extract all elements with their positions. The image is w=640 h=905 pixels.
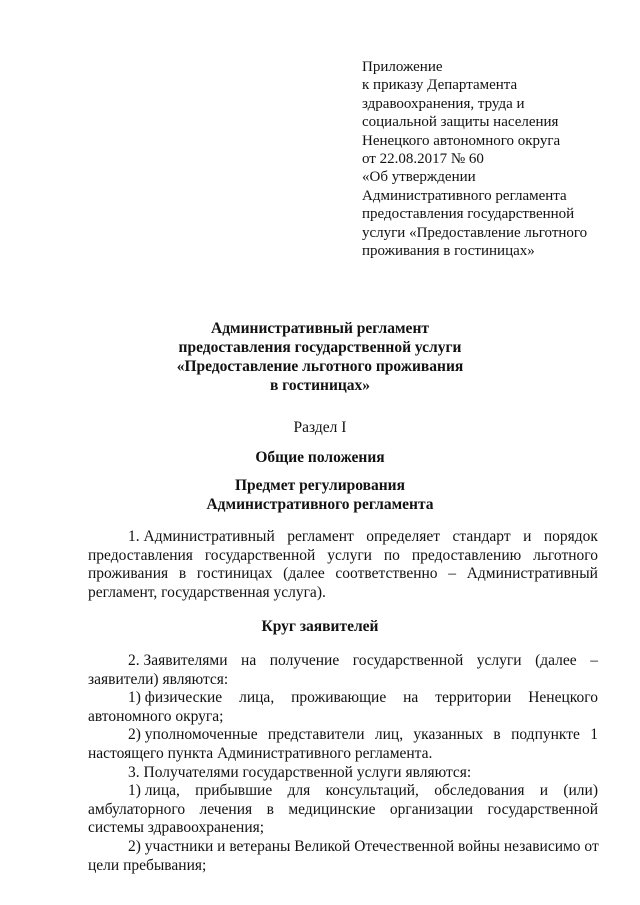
paragraph-2 — [88, 652, 598, 875]
p2-2-line-1: 2) уполномоченные представители лиц, указанных в подпункте 1 — [128, 726, 598, 744]
annex-line: предоставления государственной — [362, 206, 575, 223]
p3-1-line-3: системы здравоохранения; — [88, 819, 265, 837]
title-line: Административный регламент — [211, 320, 429, 337]
annex-line: Ненецкого автономного округа — [362, 132, 561, 149]
section-number: Раздел I — [293, 419, 347, 436]
title-line: предоставления государственной услуги — [178, 339, 462, 356]
title-line: в гостиницах» — [269, 377, 371, 394]
annex-line: к приказу Департамента — [362, 77, 518, 94]
p2-1-line-1: 1) физические лица, проживающие на территории Ненецкого — [128, 689, 598, 707]
p3-2-line-2: цели пребывания; — [88, 856, 207, 874]
circle-heading: Круг заявителей — [261, 618, 379, 635]
section-name: Общие положения — [255, 449, 385, 466]
annex-line: Административного регламента — [362, 187, 567, 204]
p3-1-line-1: 1) лица, прибывшие для консультаций, обследования и (или) — [128, 782, 598, 800]
document-title — [90, 319, 550, 395]
annex-line: «Об утверждении — [362, 169, 476, 186]
title-line: «Предоставление льготного проживания — [176, 358, 464, 375]
annex-line: социальной защиты населения — [362, 114, 559, 131]
annex-line: здравоохранения, труда и — [362, 95, 525, 112]
annex-line: проживания в гостиницах» — [362, 243, 535, 260]
p1-line-3: проживания в гостиницах (далее соответственно – Административный — [88, 565, 598, 583]
annex-line: услуги «Предоставление льготного — [362, 224, 588, 241]
p3-2-line-1: 2) участники и ветераны Великой Отечественной войны независимо от — [128, 837, 599, 855]
subject-heading — [0, 476, 640, 514]
p2-1-line-2: автономного округа; — [88, 707, 224, 725]
annex-line: от 22.08.2017 № 60 — [362, 151, 484, 168]
p3-1-line-2: амбулаторного лечения в медицинские организации государственной — [88, 800, 598, 818]
annex-block — [362, 58, 622, 260]
paragraph-1 — [88, 528, 598, 602]
subject-line: Предмет регулирования — [234, 477, 405, 494]
p3-line-1: 3. Получателями государственной услуги являются: — [128, 763, 472, 781]
p1-line-2: предоставления государственной услуги по предоставлению льготного — [88, 546, 598, 564]
p1-line-1: 1. Административный регламент определяет стандарт и порядок — [128, 528, 598, 545]
p1-line-4: регламент, государственная услуга). — [88, 583, 326, 601]
p2-line-2: заявители) являются: — [88, 670, 229, 688]
subject-line: Административного регламента — [206, 496, 434, 513]
p2-line-1: 2. Заявителями на получение государственной услуги (далее – — [128, 652, 598, 669]
annex-line: Приложение — [362, 59, 443, 75]
p2-2-line-2: настоящего пункта Административного регламента. — [88, 744, 433, 762]
